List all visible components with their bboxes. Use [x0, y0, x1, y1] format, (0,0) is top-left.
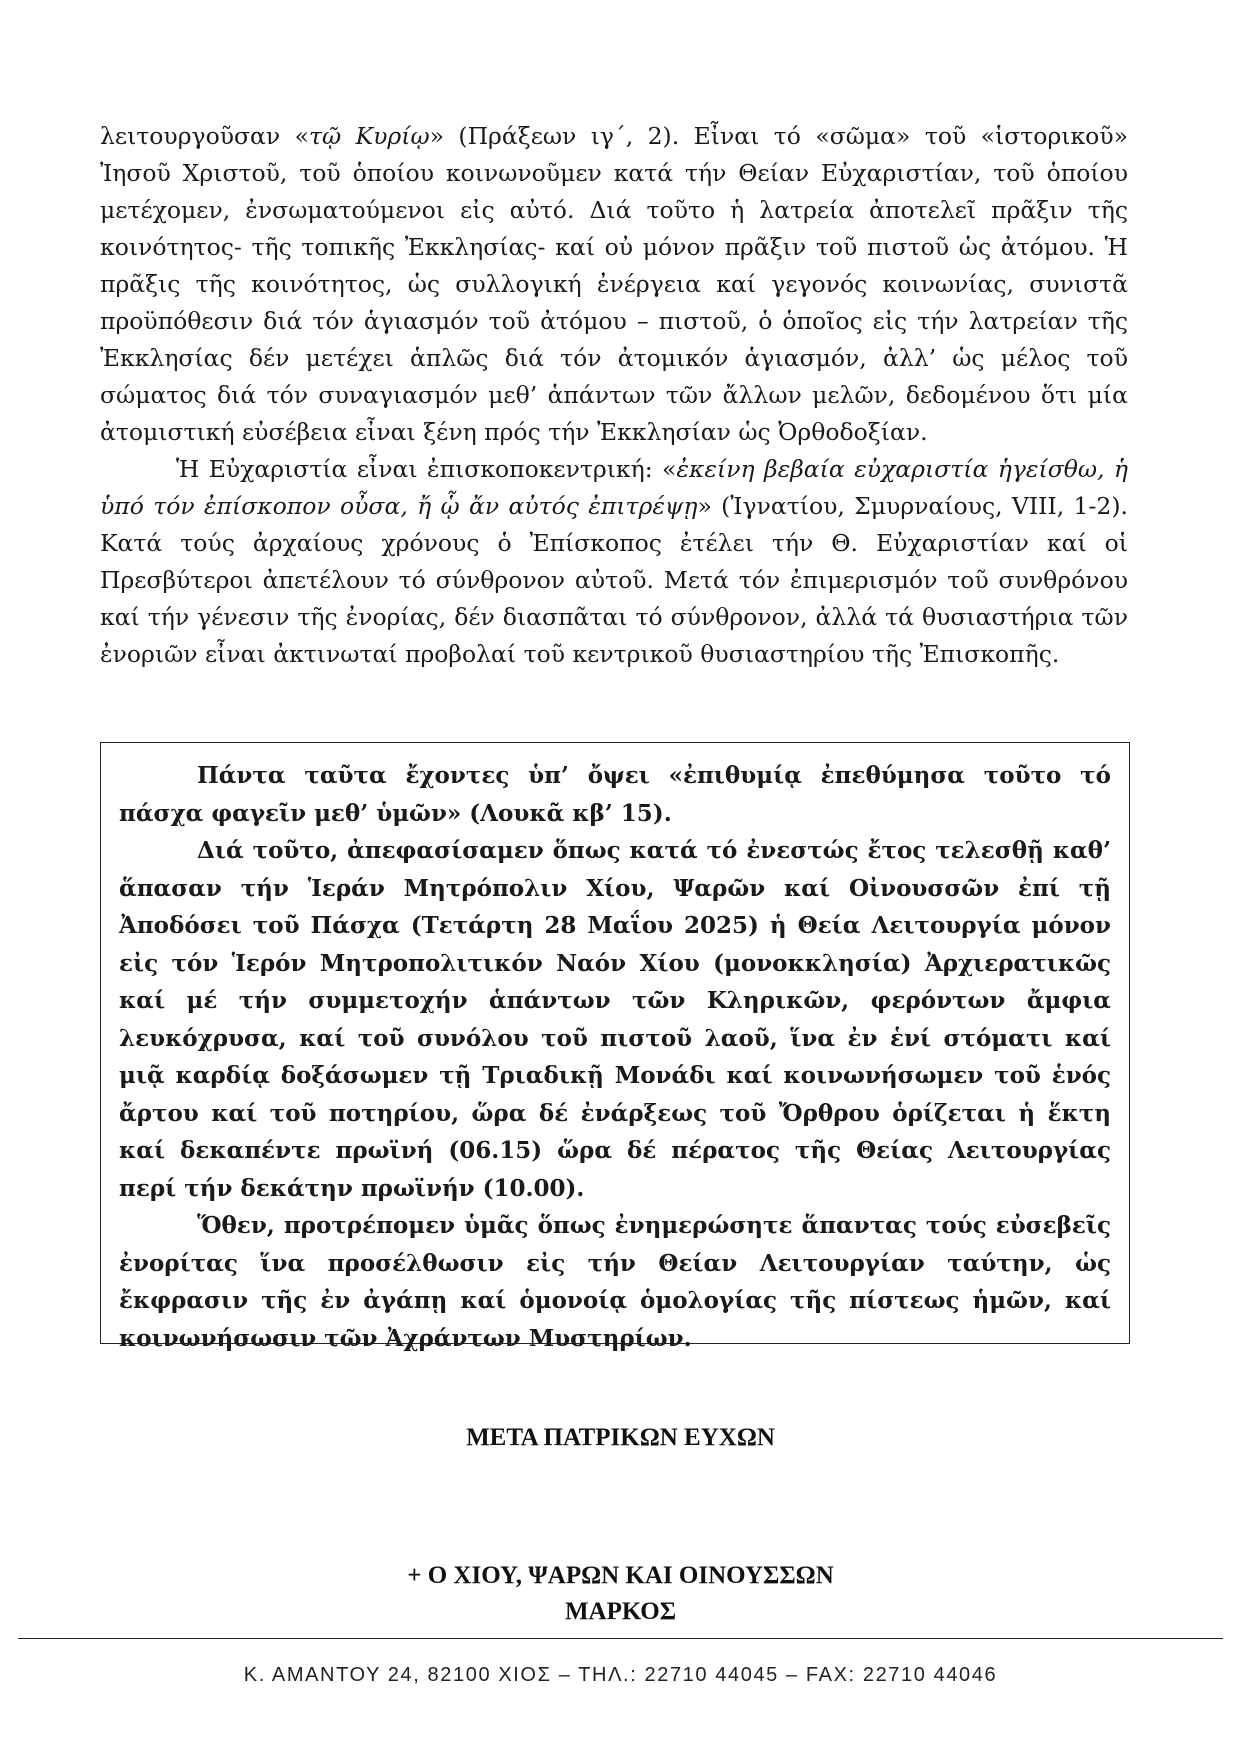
decision-paragraph-3: Ὅθεν, προτρέπομεν ὑμᾶς ὅπως ἐνημερώσητε ἅπαντας τούς εὐσεβεῖς ἐνορίτας ἵνα προσέλθωσιν εἰς τήν Θείαν Λειτουργίαν ταύτην, ὡς ἔκφρασιν τῆς ἐν ἀγάπῃ καί ὁμονοίᾳ ὁμολογίας τῆς πίστεως ἡμῶν, καί κοινωνήσωσιν τῶν Ἀχράντων Μυστηρίων.: [119, 1212, 1111, 1352]
footer-contact: Κ. ΑΜΑΝΤΟΥ 24, 82100 ΧΙΟΣ – ΤΗΛ.: 22710 44045 – FAX: 22710 44046: [243, 1664, 998, 1686]
decision-box: [100, 742, 1130, 1352]
decision-paragraph-2: Διά τοῦτο, ἀπεφασίσαμεν ὅπως κατά τό ἐνεστώς ἔτος τελεσθῇ καθ’ ἅπασαν τήν Ἱεράν Μητρόπολιν Χίου, Ψαρῶν καί Οἰνουσσῶν ἐπί τῇ Ἀποδόσει τοῦ Πάσχα (Τετάρτη 28 Μαΐου 2025) ἡ Θεία Λειτουργία μόνον εἰς τόν Ἱερόν Μητροπολιτικόν Ναόν Χίου (μονοκκλησία) Ἀρχιερατικῶς καί μέ τήν συμμετοχήν ἁπάντων τῶν Κληρικῶν, φερόντων ἄμφια λευκόχρυσα, καί τοῦ συνόλου τοῦ πιστοῦ λαοῦ, ἵνα ἐν ἑνί στόματι καί μιᾷ καρδίᾳ δοξάσωμεν τῇ Τριαδικῇ Μονάδι καί κοινωνήσωμεν τοῦ ἑνός ἄρτου καί τοῦ ποτηρίου, ὥρα δέ ἐνάρξεως τοῦ Ὄρθρου ὁρίζεται ἡ ἕκτη καί δεκαπέντε πρωϊνή (06.15) ὥρα δέ πέρατος τῆς Θείας Λειτουργίας περί τήν δεκάτην πρωϊνήν (10.00).: [119, 837, 1111, 1202]
body-paragraph-2-italic: ἐκείνη βεβαία εὐχαριστία ἡγείσθω, ἡ ὑπό τόν ἐπίσκοπον οὖσα, ἤ ᾧ ἄν αὐτός ἐπιτρέψῃ: [100, 455, 1129, 520]
body-paragraph-2: [100, 451, 1128, 673]
body-paragraph-1-text-b: » (Πράξεων ιγ΄, 2). Εἶναι τό «σῶμα» τοῦ «ἱστορικοῦ» Ἰησοῦ Χριστοῦ, τοῦ ὁποίου κοινωνοῦμεν κατά τήν Θείαν Εὐχαριστίαν, τοῦ ὁποίου μετέχομεν, ἐνσωματούμενοι εἰς αὐτό. Διά τοῦτο ἡ λατρεία ἀποτελεῖ πρᾶξιν τῆς κοινότητος- τῆς τοπικῆς Ἐκκλησίας- καί οὐ μόνον πρᾶξιν τοῦ πιστοῦ ὡς ἀτόμου. Ἡ πρᾶξις τῆς κοινότητος, ὡς συλλογική ἐνέργεια καί γεγονός κοινωνίας, συνιστᾶ προϋπόθεσιν διά τόν ἁγιασμόν τοῦ ἀτόμου – πιστοῦ, ὁ ὁποῖος εἰς τήν λατρείαν τῆς Ἐκκλησίας δέν μετέχει ἁπλῶς διά τόν ἀτομικόν ἁγιασμόν, ἀλλ’ ὡς μέλος τοῦ σώματος διά τόν συναγιασμόν μεθ’ ἁπάντων τῶν ἄλλων μελῶν, δεδομένου ὅτι μία ἀτομιστική εὐσέβεια εἶναι ξένη πρός τήν Ἐκκλησίαν ὡς Ὀρθοδοξίαν.: [100, 122, 1128, 446]
body-paragraph-1-italic: τῷ Κυρίῳ: [309, 122, 430, 150]
body-text: [100, 118, 1128, 673]
body-paragraph-2-text-a: Ἡ Εὐχαριστία εἶναι ἐπισκοποκεντρική: «: [176, 455, 677, 483]
closing-greeting: ΜΕΤΑ ΠΑΤΡΙΚΩΝ ΕΥΧΩΝ: [466, 1424, 775, 1451]
body-paragraph-1: [100, 118, 1128, 451]
decision-paragraph-1: Πάντα ταῦτα ἔχοντες ὑπ’ ὄψει «ἐπιθυμίᾳ ἐπεθύμησα τοῦτο τό πάσχα φαγεῖν μεθ’ ὑμῶν» (Λουκᾶ κβ’ 15).: [119, 762, 1111, 827]
footer-divider: [18, 1638, 1223, 1639]
body-paragraph-2-text-b: » (Ἰγνατίου, Σμυρναίους, VIII, 1-2). Κατά τούς ἀρχαίους χρόνους ὁ Ἐπίσκοπος ἐτέλει τήν Θ. Εὐχαριστίαν καί οἱ Πρεσβύτεροι ἀπετέλουν τό σύνθρονον αὐτοῦ. Μετά τόν ἐπιμερισμόν τοῦ συνθρόνου καί τήν γένεσιν τῆς ἐνορίας, δέν διασπᾶται τό σύνθρονον, ἀλλά τά θυσιαστήρια τῶν ἐνοριῶν εἶναι ἀκτινωταί προβολαί τοῦ κεντρικοῦ θυσιαστηρίου τῆς Ἐπισκοπῆς.: [100, 492, 1128, 668]
signature-title: + Ο ΧΙΟΥ, ΨΑΡΩΝ ΚΑΙ ΟΙΝΟΥΣΣΩΝ: [407, 1562, 834, 1589]
signature-name: ΜΑΡΚΟΣ: [564, 1598, 677, 1625]
body-paragraph-1-text-a: λειτουργοῦσαν «: [100, 122, 309, 150]
